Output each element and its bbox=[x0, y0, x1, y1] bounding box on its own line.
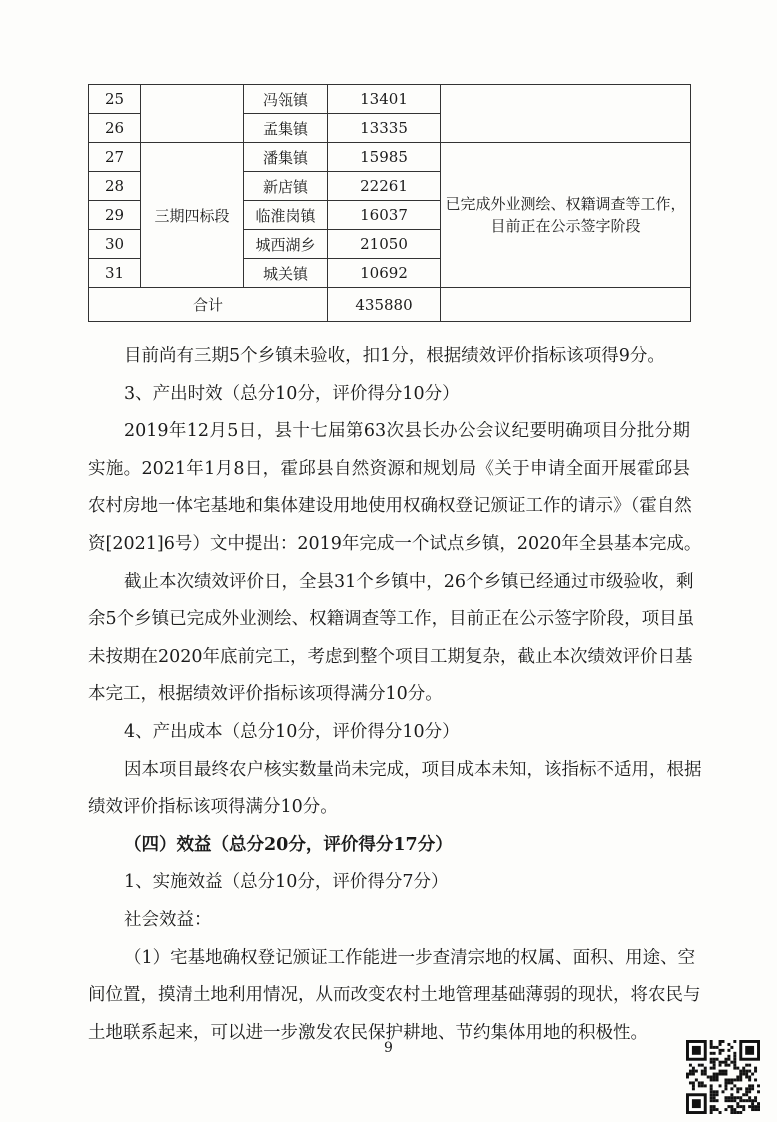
text-line: 农村房地一体宅基地和集体建设用地使用权确权登记颁证工作的请示》（霍自然 bbox=[88, 496, 692, 517]
remark-line: 目前正在公示签字阶段 bbox=[490, 217, 641, 235]
remark-line: 已完成外业测绘、权籍调查等工作， bbox=[445, 195, 686, 213]
text-line: 余5个乡镇已完成外业测绘、权籍调查等工作，目前正在公示签字阶段，项目虽 bbox=[88, 609, 695, 630]
remark-cell bbox=[441, 143, 691, 288]
text-line: 本完工，根据绩效评价指标该项得满分10分。 bbox=[88, 684, 443, 705]
total-value: 435880 bbox=[328, 288, 441, 322]
text-line: 3、产出时效（总分10分，评价得分10分） bbox=[124, 383, 460, 404]
text-line: 社会效益： bbox=[124, 909, 212, 930]
town-value: 21050 bbox=[328, 230, 441, 259]
town-name: 冯瓴镇 bbox=[244, 85, 328, 114]
town-name: 城关镇 bbox=[244, 259, 328, 288]
town-name: 临淮岗镇 bbox=[244, 201, 328, 230]
text-line: 因本项目最终农户核实数量尚未完成，项目成本未知，该指标不适用，根据 bbox=[124, 759, 702, 780]
text-line: 绩效评价指标该项得满分10分。 bbox=[88, 797, 338, 818]
row-number: 28 bbox=[89, 172, 141, 201]
town-value: 13335 bbox=[328, 114, 441, 143]
town-value: 22261 bbox=[328, 172, 441, 201]
town-name: 城西湖乡 bbox=[244, 230, 328, 259]
table-row bbox=[89, 143, 691, 172]
town-name: 潘集镇 bbox=[244, 143, 328, 172]
text-line: 2019年12月5日，县十七届第63次县长办公会议纪要明确项目分批分期 bbox=[124, 421, 690, 442]
page-number: 9 bbox=[384, 1040, 393, 1056]
row-number: 26 bbox=[89, 114, 141, 143]
text-line: 目前尚有三期5个乡镇未验收，扣1分，根据绩效评价指标该项得9分。 bbox=[124, 346, 665, 366]
remark-cell bbox=[441, 85, 691, 143]
town-name: 新店镇 bbox=[244, 172, 328, 201]
text-line: （1）宅基地确权登记颁证工作能进一步查清宗地的权属、面积、用途、空 bbox=[124, 947, 696, 968]
total-label: 合计 bbox=[89, 288, 328, 322]
row-number: 29 bbox=[89, 201, 141, 230]
text-line: （四）效益（总分20分，评价得分17分） bbox=[124, 834, 453, 855]
text-line: 资[2021]6号）文中提出：2019年完成一个试点乡镇，2020年全县基本完成。 bbox=[88, 533, 702, 554]
row-number: 30 bbox=[89, 230, 141, 259]
town-value: 13401 bbox=[328, 85, 441, 114]
section-cell: 三期四标段 bbox=[141, 143, 244, 288]
section-cell bbox=[141, 85, 244, 143]
body-text bbox=[88, 338, 702, 1052]
text-line: 间位置，摸清土地利用情况，从而改变农村土地管理基础薄弱的现状，将农民与 bbox=[88, 985, 701, 1006]
text-line: 4、产出成本（总分10分，评价得分10分） bbox=[124, 721, 460, 742]
row-number: 31 bbox=[89, 259, 141, 288]
text-line: 实施。2021年1月8日，霍邱县自然资源和规划局《关于申请全面开展霍邱县 bbox=[88, 458, 690, 479]
total-remark bbox=[441, 288, 691, 322]
text-line: 1、实施效益（总分10分，评价得分7分） bbox=[124, 872, 449, 893]
text-line: 土地联系起来，可以进一步激发农民保护耕地、节约集体用地的积极性。 bbox=[88, 1022, 648, 1043]
text-line: 截止本次绩效评价日，全县31个乡镇中，26个乡镇已经通过市级验收，剩 bbox=[124, 571, 694, 592]
town-name: 孟集镇 bbox=[244, 114, 328, 143]
text-line: 未按期在2020年底前完工，考虑到整个项目工期复杂，截止本次绩效评价日基 bbox=[88, 646, 693, 667]
row-number: 27 bbox=[89, 143, 141, 172]
table-row bbox=[89, 85, 691, 114]
town-value: 10692 bbox=[328, 259, 441, 288]
row-number: 25 bbox=[89, 85, 141, 114]
total-row bbox=[89, 288, 691, 322]
qr-code-icon bbox=[686, 1040, 760, 1114]
town-table bbox=[88, 84, 691, 322]
town-value: 15985 bbox=[328, 143, 441, 172]
town-value: 16037 bbox=[328, 201, 441, 230]
